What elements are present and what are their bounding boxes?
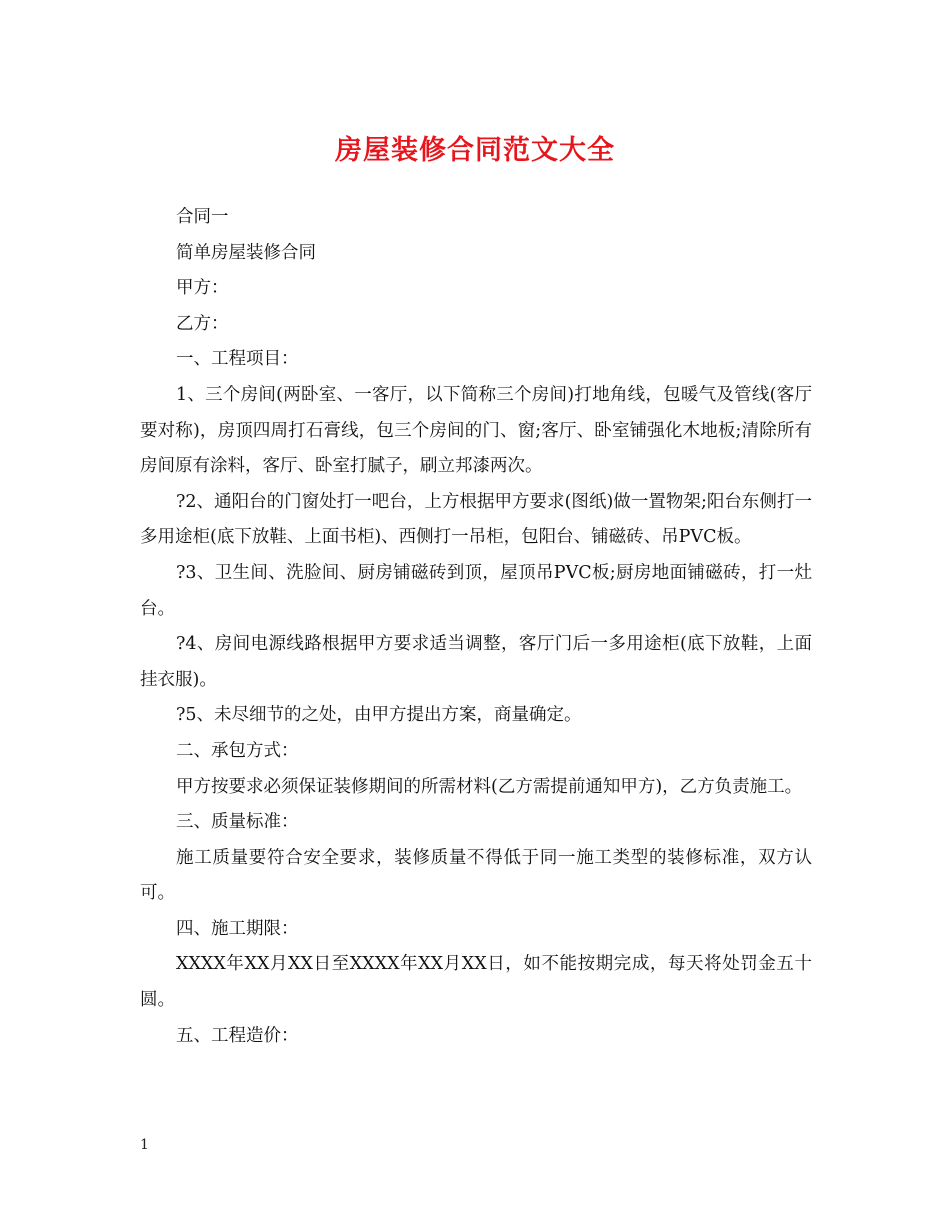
paragraph-period: XXXX年XX月XX日至XXXX年XX月XX日，如不能按期完成，每天将处罚金五十圆。 bbox=[140, 954, 812, 1011]
section-heading-contract-method: 二、承包方式： bbox=[176, 740, 299, 761]
page-number: 1 bbox=[140, 1137, 149, 1153]
section-heading-period: 四、施工期限： bbox=[176, 918, 299, 939]
section-heading-project: 一、工程项目： bbox=[176, 349, 299, 370]
paragraph-contract-name: 简单房屋装修合同 bbox=[176, 242, 316, 263]
paragraph-contract-method: 甲方按要求必须保证装修期间的所需材料(乙方需提前通知甲方)，乙方负责施工。 bbox=[176, 776, 803, 797]
paragraph-item-2: ?2、通阳台的门窗处打一吧台，上方根据甲方要求(图纸)做一置物架;阳台东侧打一多用途柜(底下放鞋、上面书柜)、西侧打一吊柜，包阳台、铺磁砖、吊PVC板。 bbox=[140, 491, 812, 548]
paragraph-party-a: 甲方： bbox=[176, 278, 229, 299]
paragraph-item-4: ?4、房间电源线路根据甲方要求适当调整，客厅门后一多用途柜(底下放鞋，上面挂衣服)。 bbox=[140, 634, 812, 690]
document-title: 房屋装修合同范文大全 bbox=[335, 135, 615, 166]
section-heading-quality: 三、质量标准： bbox=[176, 812, 299, 833]
section-heading-cost: 五、工程造价： bbox=[176, 1025, 299, 1046]
paragraph-item-3: ?3、卫生间、洗脸间、厨房铺磁砖到顶，屋顶吊PVC板;厨房地面铺磁砖，打一灶台。 bbox=[140, 562, 812, 619]
paragraph-quality: 施工质量要符合安全要求，装修质量不得低于同一施工类型的装修标准，双方认可。 bbox=[140, 847, 812, 904]
paragraph-item-1: 1、三个房间(两卧室、一客厅，以下简称三个房间)打地角线，包暖气及管线(客厅要对称)，房顶四周打石膏线，包三个房间的门、窗;客厅、卧室铺强化木地板;清除所有房间原有涂料，客厅、卧室打腻子，刷立邦漆两次。 bbox=[140, 384, 812, 477]
document-body bbox=[140, 200, 812, 1054]
paragraph-item-5: ?5、未尽细节的之处，由甲方提出方案，商量确定。 bbox=[176, 705, 582, 726]
paragraph-contract-label: 合同一 bbox=[176, 207, 229, 227]
paragraph-party-b: 乙方： bbox=[176, 313, 229, 334]
